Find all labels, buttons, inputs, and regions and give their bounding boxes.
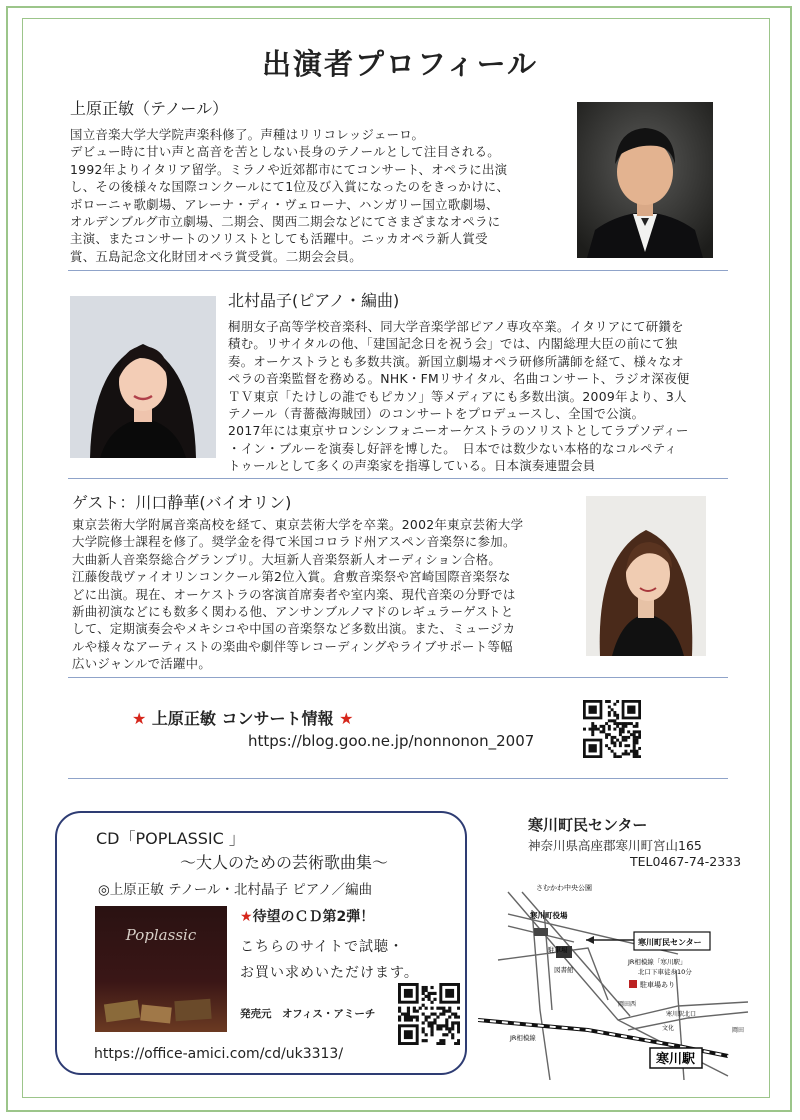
performer-bio-kitamura: 桐朋女子高等学校音楽科、同大学音楽学部ピアノ専攻卒業。イタリアにて研鑽を 積む。リサイタルの他、「建国記念日を祝う会」では、内閣総理大臣の前にて独 奏。オーケストラとも多数共演。新国立劇場オペラ研修所講師を経て、様々なオ ペラの音楽監督を務める。NHK・FMリサイタル、名曲コンサート、ラジオ深夜便 ＴＶ東京「たけしの誰でもピカソ」等メディアにも多数出演。2009年より、3人 テノール（青薔薇海賊団）のコンサートをプロデュースし、全国で公演。 2017年には東京サロンシンフォニーオーケストラのソリストとしてラプソディー ・イン・ブルーを演奏し好評を博した。 日本では数少ない本格的なコルペティ トゥールとして多くの声楽家を指導している。日本演奏連盟会員 bbox=[228, 319, 690, 474]
cd-seller: 発売元 オフィス・アミーチ bbox=[240, 1008, 376, 1020]
cd-subtitle: ～大人のための芸術歌曲集～ bbox=[180, 853, 389, 872]
map-kita-label: 寒川駅北口 bbox=[666, 1011, 697, 1018]
cd-promo: ★待望のＣＤ第2弾！ bbox=[240, 909, 375, 925]
qr-code-icon[interactable] bbox=[583, 700, 641, 758]
performer-name-uehara: 上原正敏（テノール） bbox=[70, 99, 229, 118]
cd-line-1: こちらのサイトで試聴・ bbox=[240, 939, 405, 955]
star-icon: ★ bbox=[339, 709, 354, 728]
cd-title: CD「POPLASSIC 」 bbox=[96, 829, 245, 848]
qr-code-icon[interactable] bbox=[398, 983, 460, 1045]
photo-kitamura bbox=[70, 296, 216, 458]
photo-uehara bbox=[577, 102, 713, 258]
concert-info-heading: ★ 上原正敏 コンサート情報 ★ bbox=[132, 709, 354, 728]
map-okada2-label: 岡田 bbox=[732, 1027, 745, 1034]
map-okada-label: 岡田西 bbox=[618, 1001, 637, 1008]
map-station-note-2: 北口下車徒歩10分 bbox=[638, 968, 692, 976]
cd-cover-image bbox=[95, 906, 227, 1032]
concert-blog-link[interactable]: https://blog.goo.ne.jp/nonnonon_2007 bbox=[248, 732, 535, 750]
map-park-label: さむかわ中央公園 bbox=[536, 884, 592, 892]
map-station-label: 寒川駅 bbox=[656, 1052, 696, 1067]
photo-kawaguchi bbox=[586, 496, 706, 656]
cd-shop-link[interactable]: https://office-amici.com/cd/uk3313/ bbox=[94, 1046, 344, 1062]
map-line-label: JR相模線 bbox=[510, 1034, 536, 1042]
performer-bio-uehara: 国立音楽大学大学院声楽科修了。声種はリリコレッジェーロ。 デビュー時に甘い声と高音を苦としない長身のテノールとして注目される。 1992年よりイタリア留学。ミラノや近郊都市にてコンサート、オペラに出演 し、その後様々な国際コンクールにて1位及び入賞になったのをきっかけに、 ボローニャ歌劇場、アレーナ・ディ・ヴェローナ、ハンガリー国立歌劇場、 オルデンブルグ市立劇場、二期会、関西二期会などにてさまざまなオペラに 主演、またコンサートのソリストとしても活躍中。ニッカオペラ新人賞受 賞、五島記念文化財団オペラ賞受賞。二期会会員。 bbox=[70, 127, 510, 264]
map-bunka-label: 文化 bbox=[662, 1025, 675, 1032]
map-parking-note: 駐車場あり bbox=[640, 981, 675, 989]
venue-address: 神奈川県高座郡寒川町宮山165 bbox=[528, 838, 702, 853]
venue-map bbox=[478, 880, 758, 1084]
separator bbox=[68, 270, 728, 271]
venue-tel: TEL0467-74-2333 bbox=[630, 854, 742, 869]
map-center-label: 寒川町民センター bbox=[638, 938, 702, 947]
venue-name: 寒川町民センター bbox=[528, 816, 648, 834]
star-icon: ★ bbox=[240, 909, 253, 925]
performer-name-kawaguchi: ゲスト：川口静華(バイオリン) bbox=[72, 493, 292, 512]
separator bbox=[68, 478, 728, 479]
page-title: 出演者プロフィール bbox=[261, 47, 539, 81]
map-station-note-1: JR相模線「寒川駅」 bbox=[628, 958, 687, 966]
performer-bio-kawaguchi: 東京芸術大学附属音楽高校を経て、東京芸術大学を卒業。2002年東京芸術大学 大学院修士課程を修了。奨学金を得て米国コロラド州アスペン音楽祭に参加。 大曲新人音楽祭総合グランプリ。大垣新人音楽祭新人オーディション合格。 江藤俊哉ヴァイオリンコンクール第2位入賞。倉敷音楽祭や宮崎国際音楽祭な どに出演。現在、オーケストラの客演首席奏者や室内楽、現代音楽の分野では 新曲初演などにも数多く関わる他、アンサンブルノマドのレギュラーゲストと して、定期演奏会やメキシコや中国の音楽祭など多数出演。また、ミュージカ ルや様々なアーティストの楽曲や劇伴等レコーディングやライブサポート等幅 広いジャンルで活躍中。 bbox=[72, 517, 524, 672]
cd-line-2: お買い求めいただけます。 bbox=[240, 965, 419, 981]
performer-name-kitamura: 北村晶子(ピアノ・編曲) bbox=[228, 291, 400, 310]
cd-cover-title: Poplassic bbox=[125, 926, 197, 944]
cd-credits: ◎上原正敏 テノール・北村晶子 ピアノ／編曲 bbox=[98, 882, 373, 898]
parking-icon bbox=[629, 980, 637, 988]
map-library-label: 図書館 bbox=[554, 966, 574, 974]
star-icon: ★ bbox=[132, 709, 147, 728]
separator bbox=[68, 778, 728, 779]
separator bbox=[68, 677, 728, 678]
map-townhall-label: 寒川町役場 bbox=[530, 911, 568, 920]
map-parking-label: 駐車場 bbox=[548, 946, 568, 954]
